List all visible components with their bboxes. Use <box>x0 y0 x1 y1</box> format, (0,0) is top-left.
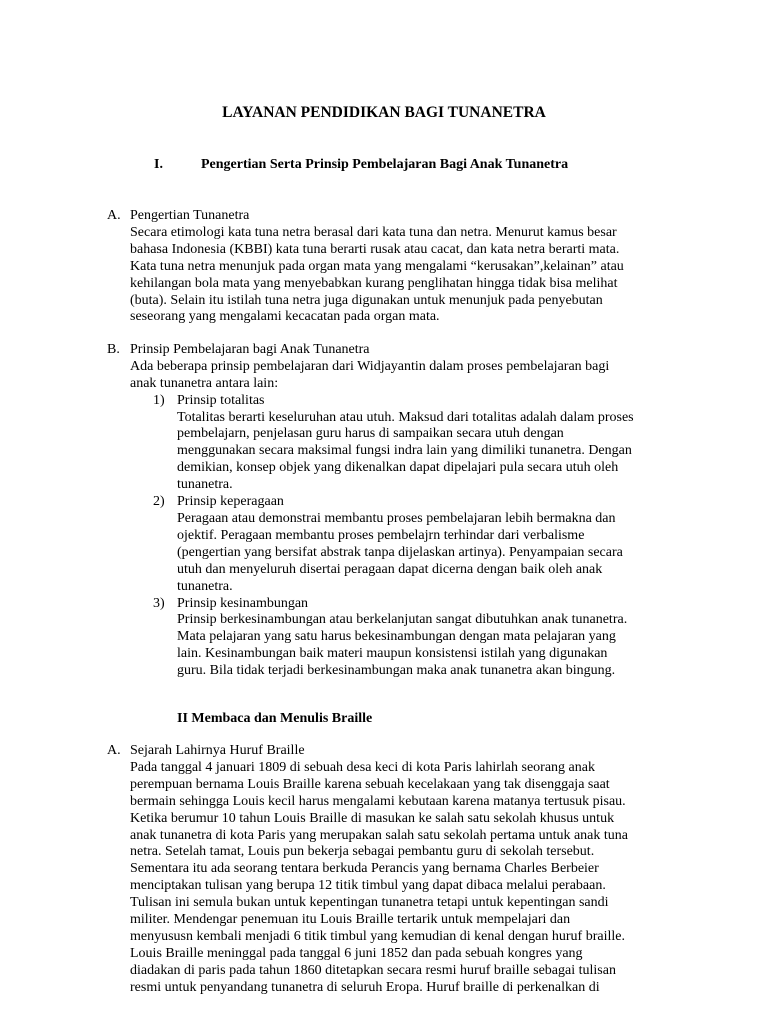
paragraph-line: (buta). Selain itu istilah tuna netra juga digunakan untuk menunjuk pada penyebutan <box>130 292 603 308</box>
part-a-letter: A. <box>107 208 121 223</box>
paragraph-line: tunanetra. <box>177 477 233 493</box>
paragraph-line: kehilangan bola mata yang menyebabkan kurang penglihatan hingga tidak bisa melihat <box>130 275 618 291</box>
paragraph-line: menyususn kembali menjadi 6 titik timbul yang kemudian di kenal dengan huruf braille. <box>130 928 625 944</box>
list-item-heading: Prinsip kesinambungan <box>177 595 309 611</box>
paragraph-line: lain. Kesinambungan baik materi maupun konsistensi istilah yang digunakan <box>177 646 608 662</box>
list-item-body <box>177 511 697 596</box>
paragraph-line: netra. Setelah tamat, Louis pun bekerja sebagai pembantu guru di sekolah tersebut. <box>130 844 595 860</box>
paragraph-line: pembelajarn, penjelasan guru harus di sampaikan secara utuh dengan <box>177 426 564 442</box>
paragraph-line: militer. Mendengar penemuan itu Louis Braille tertarik untuk mempelajari dan <box>130 912 571 928</box>
paragraph-line: anak tunanetra antara lain: <box>130 375 279 391</box>
paragraph-line: anak tunanetra di kota Paris yang merupakan salah satu sekolah pertama untuk anak tuna <box>130 827 628 843</box>
paragraph-line: tunanetra. <box>177 578 233 594</box>
part-b-paragraph <box>130 359 690 393</box>
paragraph-line: Tulisan ini semula bukan untuk kepentingan tunanetra tetapi untuk kepentingan sandi <box>130 895 609 911</box>
part-a2-letter: A. <box>107 743 121 758</box>
paragraph-line: Prinsip berkesinambungan atau berkelanjutan sangat dibutuhkan anak tunanetra. <box>177 612 628 628</box>
paragraph-line: Louis Braille meninggal pada tanggal 6 juni 1852 dan pada sebuah kongres yang <box>130 945 583 961</box>
paragraph-line: Peragaan atau demonstrai membantu proses pembelajaran lebih bermakna dan <box>177 510 616 526</box>
paragraph-line: (pengertian yang bersifat abstrak tanpa dijelaskan artinya). Penyampaian secara <box>177 544 623 560</box>
list-item-number: 2) <box>153 494 165 510</box>
section-2-heading: II Membaca dan Menulis Braille <box>177 711 373 726</box>
paragraph-line: Sementara itu ada seorang tentara berkuda Perancis yang bernama Charles Berbeier <box>130 861 599 877</box>
list-item-body <box>177 612 697 680</box>
part-a-paragraph <box>130 225 690 326</box>
paragraph-line: resmi untuk penyandang tunanetra di seluruh Eropa. Huruf braille di perkenalkan di <box>130 979 600 995</box>
paragraph-line: ojektif. Peragaan membantu proses pembelajrn terhindar dari verbalisme <box>177 527 585 543</box>
paragraph-line: Pada tanggal 4 januari 1809 di sebuah desa keci di kota Paris lahirlah seorang anak <box>130 759 595 775</box>
paragraph-line: utuh dan menyeluruh disertai peragaan dapat dicerna dengan baik oleh anak <box>177 561 603 577</box>
document-title: LAYANAN PENDIDIKAN BAGI TUNANETRA <box>222 104 546 121</box>
paragraph-line: bahasa Indonesia (KBBI) kata tuna berarti rusak atau cacat, dan kata netra berarti mata. <box>130 241 620 257</box>
paragraph-line: seseorang yang mengalami kecacatan pada organ mata. <box>130 309 440 325</box>
part-a2-heading: Sejarah Lahirnya Huruf Braille <box>130 743 305 758</box>
part-a-heading: Pengertian Tunanetra <box>130 208 250 223</box>
list-item-number: 1) <box>153 392 165 408</box>
paragraph-line: diadakan di paris pada tahun 1860 ditetapkan secara resmi huruf braille sebagai tulisan <box>130 962 616 978</box>
paragraph-line: Ketika berumur 10 tahun Louis Braille di masukan ke salah satu sekolah khusus untuk <box>130 810 615 826</box>
paragraph-line: Kata tuna netra menunjuk pada organ mata yang mengalami “kerusakan”,kelainan” atau <box>130 258 624 274</box>
section-1-number: I. <box>154 157 163 172</box>
paragraph-line: bermain sehingga Louis kecil harus mengalami kebutaan karena matanya tertusuk pisau. <box>130 793 626 809</box>
section-1-title: Pengertian Serta Prinsip Pembelajaran Bagi Anak Tunanetra <box>201 157 569 172</box>
paragraph-line: menggunakan secara maksimal fungsi indra lain yang dimiliki tunanetra. Dengan <box>177 443 632 459</box>
paragraph-line: Secara etimologi kata tuna netra berasal dari kata tuna dan netra. Menurut kamus besar <box>130 224 617 240</box>
list-item-heading: Prinsip keperagaan <box>177 494 284 510</box>
part-a2-paragraph <box>130 760 690 997</box>
part-b-letter: B. <box>107 342 120 357</box>
paragraph-line: menciptakan tulisan yang berupa 12 titik timbul yang dapat dibaca melalui perabaan. <box>130 878 606 894</box>
list-item-heading: Prinsip totalitas <box>177 392 265 408</box>
list-item-body <box>177 410 697 495</box>
part-b-heading: Prinsip Pembelajaran bagi Anak Tunanetra <box>130 342 370 357</box>
paragraph-line: Totalitas berarti keseluruhan atau utuh. Maksud dari totalitas adalah dalam proses <box>177 409 634 425</box>
list-item-number: 3) <box>153 595 165 611</box>
paragraph-line: perempuan bernama Louis Braille karena sebuah kecelakaan yang tak disenggaja saat <box>130 776 610 792</box>
paragraph-line: guru. Bila tidak terjadi berkesinambungan maka anak tunanetra akan bingung. <box>177 663 616 679</box>
paragraph-line: Mata pelajaran yang satu harus bekesinambungan dengan mata pelajaran yang <box>177 629 616 645</box>
paragraph-line: demikian, konsep objek yang dikenalkan dapat dipelajari pula secara utuh oleh <box>177 460 619 476</box>
paragraph-line: Ada beberapa prinsip pembelajaran dari Widjayantin dalam proses pembelajaran bagi <box>130 358 610 374</box>
